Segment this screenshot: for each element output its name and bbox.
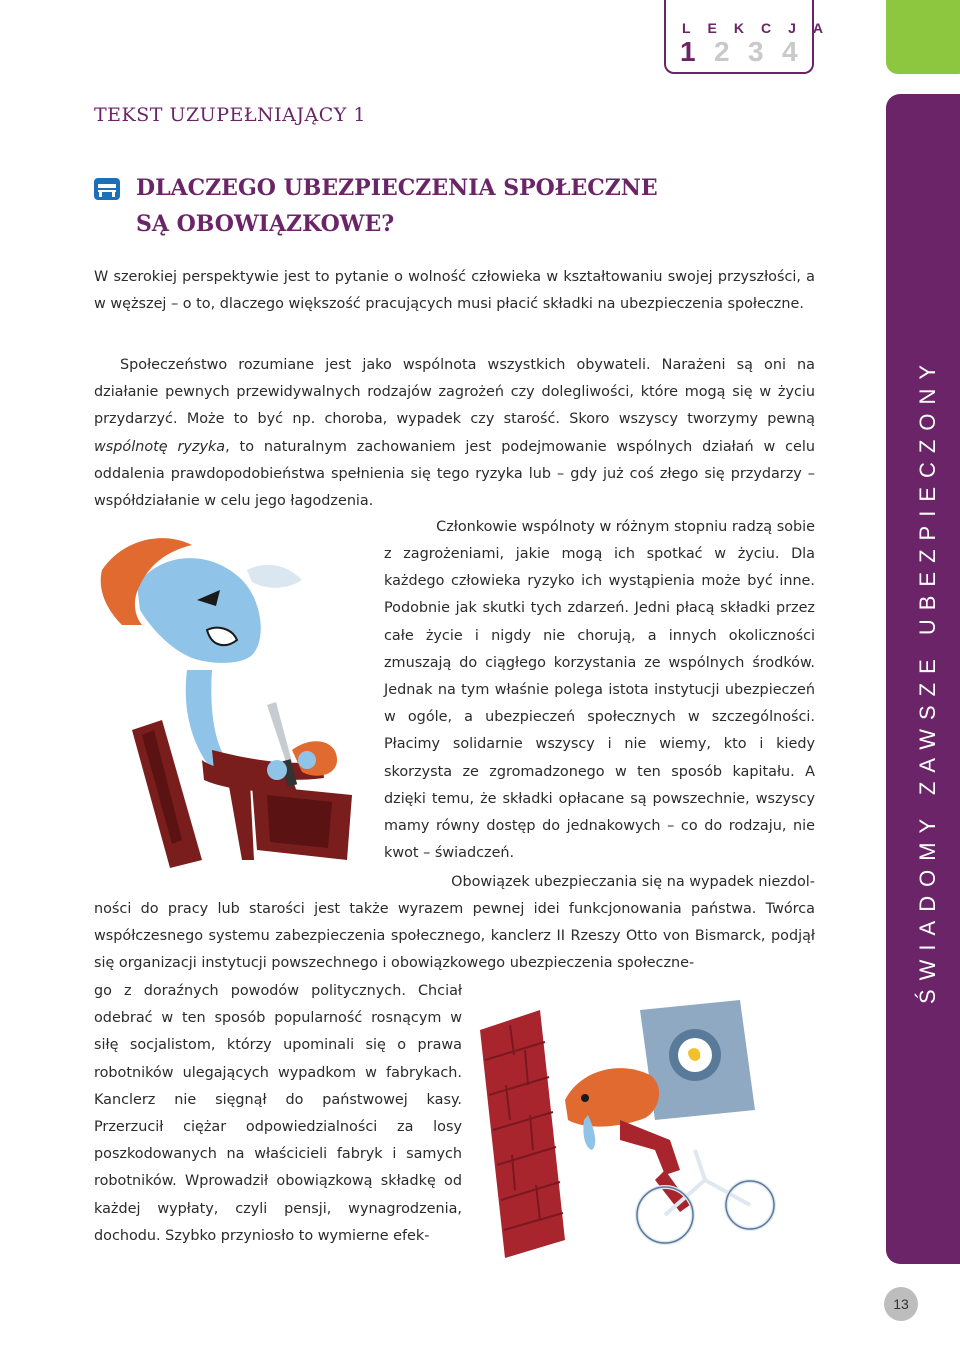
- paragraph-3-first-line: Członkowie wspólnoty w różnym stopniu radzą sobie: [436, 519, 815, 535]
- paragraph-4-first-line: Obowiązek ubezpieczania się na wypadek niezdol-: [451, 874, 815, 890]
- bench-icon: [94, 178, 120, 200]
- heading-line-1: DLACZEGO UBEZPIECZENIA SPOŁECZNE: [136, 175, 658, 201]
- paragraph-4-continued: go z doraźnych powodów politycznych. Chciał odebrać w ten sposób popularność rosnącym w siłę socjalistom, którzy upominali się o prawa robotników ulegających wypadkom w fabrykach. Kanclerz nie sięgnął do państwowej kasy. Przerzucił ciężar odpowiedzialności za losy poszkodowanych na właścicieli fabryk i samych robotników. Wprowadził obowiązkową składkę od każdej wypłaty, czyli pensji, wynagrodzenia, dochodu. Szybko przyniosło to wymierne efek-: [94, 983, 462, 1244]
- lesson-word: LEKCJA: [682, 20, 841, 36]
- lesson-number-2: 2: [714, 36, 730, 67]
- paragraph-4: ności do pracy lub starości jest także wyrazem pewnej idei funkcjonowania państwa. Twórca współczesnego systemu zabezpieczenia społecznego, kanclerz II Rzeszy Otto von Bismarck, podjął się organizacji instytucji powszechnego i obowiązkowego ubezpieczenia społeczne-: [94, 901, 815, 972]
- paragraph-3: z zagrożeniami, jakie mogą ich spotkać w życiu. Dla każdego człowieka ryzyko ich wystąpienia może być inne. Podobnie jak skutki tych zdarzeń. Jedni płacą składki przez całe życie i nigdy nie chorują, a innych okoliczności zmuszają do ciągłego korzystania ze wspólnych środków. Jednak na tym właśnie polega istota instytucji ubezpieczeń w ogóle, a ubezpieczeń społecznych w szczególności. Płacimy solidarnie wszyscy i nie wiemy, kto i kiedy skorzysta ze zgromadzonego w ten sposób kapitału. A dzięki temu, że składki opłacane są powszechnie, wszyscy mamy równy dostęp do jednakowych – co do rodzaju, nie kwot – świadczeń.: [384, 546, 815, 862]
- paragraph-2-part-b: , to naturalnym zachowaniem jest podejmowanie wspólnych działań w celu oddalenia prawdopodobieństwa spełnienia się tego ryzyka lub – gdy już coś złego się przydarzy – współdziałanie w celu jego łagodzenia.: [94, 438, 816, 510]
- illustration-man-with-knife: [92, 530, 382, 870]
- paragraph-1: W szerokiej perspektywie jest to pytanie o wolność człowieka w kształtowaniu swojej przyszłości, a w węższej – o to, dlaczego większość pracujących musi płacić składki na ubezpieczenia społeczne.: [94, 269, 815, 313]
- lesson-number-4: 4: [782, 36, 798, 67]
- page-number: 13: [884, 1287, 918, 1321]
- lesson-indicator: [664, 0, 841, 74]
- page-heading: [136, 170, 756, 242]
- green-corner-tab: [886, 0, 960, 74]
- illustration-cyclist-brick-wall: [470, 990, 780, 1260]
- paragraph-2-part-a: Społeczeństwo rozumiane jest jako wspólnota wszystkich obywateli. Narażeni są oni na działanie pewnych przewidywalnych rodzajów zagrożeń czy dolegliwości, które mogą się w życiu przydarzyć. Może to być np. choroba, wypadek czy starość. Skoro wszyscy tworzymy pewną: [94, 357, 815, 428]
- lesson-number-3: 3: [748, 36, 764, 67]
- heading-line-2: SĄ OBOWIĄZKOWE?: [136, 211, 395, 237]
- section-label: TEKST UZUPEŁNIAJĄCY 1: [94, 104, 366, 126]
- paragraph-2: [94, 352, 815, 515]
- paragraph-2-emphasis: wspólnotę ryzyka: [94, 438, 226, 455]
- sidebar-title: ŚWIADOMY ZAWSZE UBEZPIECZONY: [915, 355, 940, 1005]
- lesson-number-1: 1: [680, 36, 696, 67]
- lesson-numbers: [680, 36, 802, 68]
